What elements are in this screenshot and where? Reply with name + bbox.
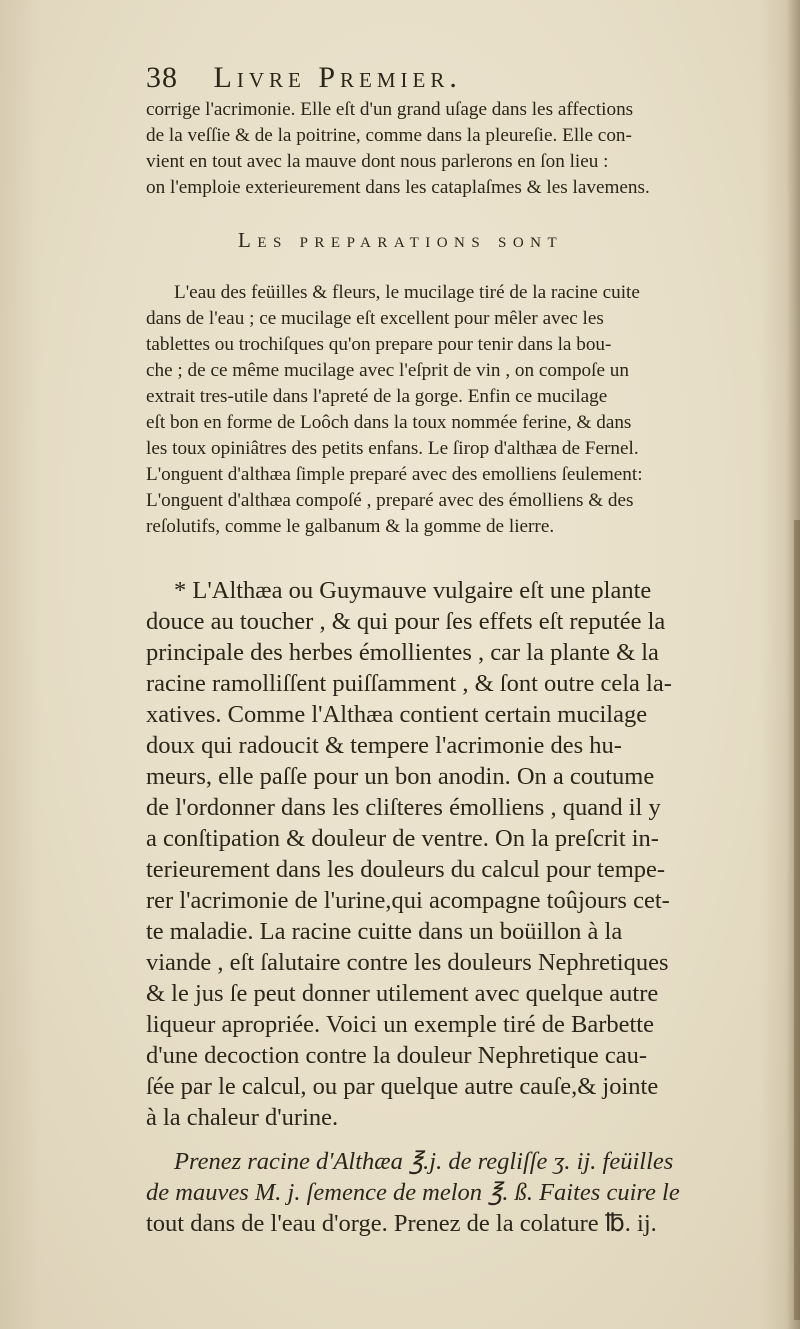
text-line: te maladie. La racine cuitte dans un boüillon à la [146, 918, 623, 945]
text-line: L'onguent d'althæa ſimple preparé avec des emolliens ſeulement: [146, 464, 643, 485]
text-line: les toux opiniâtres des petits enfans. Le ſirop d'althæa de Fernel. [146, 438, 639, 459]
text-line: reſolutifs, comme le galbanum & la gomme de lierre. [146, 516, 555, 537]
text-line: principale des herbes émollientes , car la plante & la [146, 639, 659, 666]
text-line: dans de l'eau ; ce mucilage eſt excellent pour mêler avec les [146, 308, 604, 329]
text-line: L'onguent d'althæa compoſé , preparé avec des émolliens & des [146, 490, 634, 511]
text-line: Prenez racine d'Althæa ℥.j. de regliſſe ʒ. ij. feüilles [174, 1148, 674, 1175]
text-line: vient en tout avec la mauve dont nous parlerons en ſon lieu : [146, 151, 609, 172]
section-heading: Les preparations sont [238, 228, 564, 252]
text-line: eſt bon en forme de Loôch dans la toux nommée ferine, & dans [146, 412, 632, 433]
running-head: Livre Premier. [213, 61, 462, 94]
text-line: a conſtipation & douleur de ventre. On la preſcrit in- [146, 825, 659, 852]
text-line: de mauves M. j. ſemence de melon ℥. ß. Faites cuire le [146, 1179, 680, 1206]
text-line: tout dans de l'eau d'orge. Prenez de la colature ℔. ij. [146, 1210, 657, 1237]
page-edge-strip [794, 520, 800, 1320]
text-line: xatives. Comme l'Althæa contient certain mucilage [146, 701, 648, 728]
text-line: & le jus ſe peut donner utilement avec quelque autre [146, 980, 659, 1007]
text-line: de la veſſie & de la poitrine, comme dans la pleureſie. Elle con- [146, 125, 632, 146]
text-line: corrige l'acrimonie. Elle eſt d'un grand uſage dans les affections [146, 99, 634, 120]
text-line: racine ramolliſſent puiſſamment , & ſont outre cela la- [146, 670, 672, 697]
page-header [146, 58, 666, 98]
text-line: rer l'acrimonie de l'urine,qui acompagne toûjours cet- [146, 887, 670, 914]
text-line: tablettes ou trochiſques qu'on prepare pour tenir dans la bou- [146, 334, 612, 355]
text-line: de l'ordonner dans les cliſteres émolliens , quand il y [146, 794, 661, 821]
text-line: extrait tres-utile dans l'apreté de la gorge. Enfin ce mucilage [146, 386, 608, 407]
text-line: douce au toucher , & qui pour ſes effets eſt reputée la [146, 608, 666, 635]
text-line: che ; de ce même mucilage avec l'eſprit de vin , on compoſe un [146, 360, 629, 381]
text-line: L'eau des feüilles & fleurs, le mucilage tiré de la racine cuite [174, 282, 640, 303]
text-line: terieurement dans les douleurs du calcul pour tempe- [146, 856, 666, 883]
text-line: d'une decoction contre la douleur Nephretique cau- [146, 1042, 648, 1069]
text-line: on l'emploie exterieurement dans les cataplaſmes & les lavemens. [146, 177, 650, 198]
page-number: 38 [146, 61, 178, 94]
text-line: à la chaleur d'urine. [146, 1104, 339, 1131]
text-line: meurs, elle paſſe pour un bon anodin. On a coutume [146, 763, 655, 790]
text-line: liqueur apropriée. Voici un exemple tiré de Barbette [146, 1011, 654, 1038]
text-line: * L'Althæa ou Guymauve vulgaire eſt une plante [174, 577, 652, 604]
text-line: viande , eſt ſalutaire contre les douleurs Nephretiques [146, 949, 669, 976]
text-line: doux qui radoucit & tempere l'acrimonie des hu- [146, 732, 622, 759]
text-line: ſée par le calcul, ou par quelque autre cauſe,& jointe [146, 1073, 659, 1100]
